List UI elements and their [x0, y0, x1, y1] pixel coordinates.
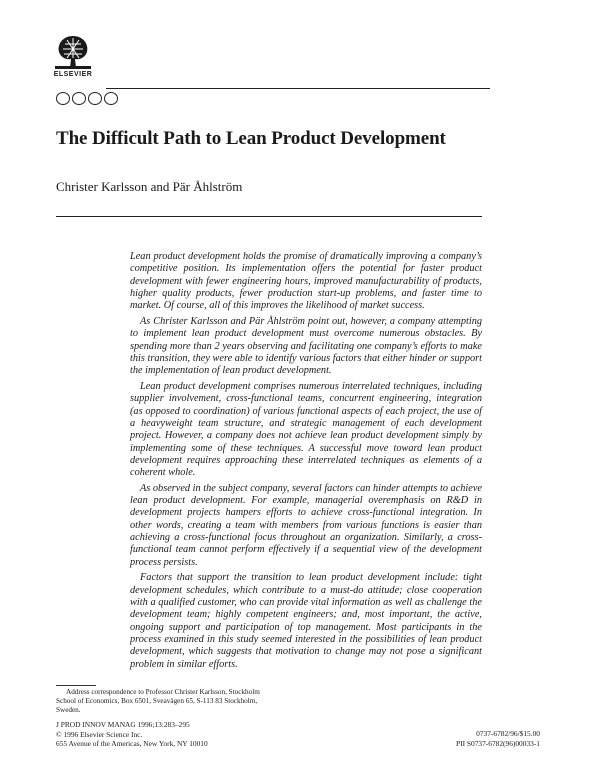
header-rule	[106, 88, 490, 89]
circle-ornament	[88, 92, 102, 105]
title-rule	[56, 216, 482, 217]
journal-circles	[56, 92, 118, 105]
elsevier-logo	[50, 32, 96, 78]
circle-ornament	[72, 92, 86, 105]
abstract	[130, 251, 482, 674]
correspondence-footnote	[56, 688, 276, 715]
article-title: The Difficult Path to Lean Product Development	[56, 128, 446, 149]
elsevier-tree-icon	[53, 32, 93, 70]
issn-code: 0737-6782/96/$15.00	[476, 729, 540, 738]
footnote-text: Address correspondence to Professor Christer Karlsson, Stockholm School of Economics, Box 6501, Sveavägen 65, S-113 83 Stockholm, Sweden.	[56, 688, 260, 714]
abstract-paragraph: Lean product development holds the promise of dramatically improving a company’s competitive position. Its implementation offers the potential for faster product development with fewer engineering hours, improved manufacturability of products, higher quality products, fewer production start-up problems, and faster time to market. Of course, all of this improves the likelihood of market success.	[130, 251, 482, 312]
journal-citation: J PROD INNOV MANAG 1996;13:283–295	[56, 720, 190, 729]
publication-info	[56, 720, 296, 749]
abstract-paragraph: Factors that support the transition to lean product development include: tight development schedules, which contribute to a must-do attitude; close cooperation with a qualified customer, who can provide vital information as well as challenge the development team; highly competent engineers; and, most important, the active, ongoing support and participation of top management. Most participants in the process examined in this study seemed interested in the possibilities of lean product development, which suggests that motivation to change may not pose a significant problem in similar efforts.	[130, 572, 482, 670]
article-authors: Christer Karlsson and Pär Åhlström	[56, 179, 243, 194]
footnote-rule	[56, 685, 96, 686]
publisher-name: ELSEVIER	[53, 71, 93, 78]
article-codes	[456, 729, 540, 748]
abstract-paragraph: Lean product development comprises numerous interrelated techniques, including supplier involvement, cross-functional teams, concurrent engineering, integration (as opposed to coordination) of various functional aspects of each project, the use of a heavyweight team structure, and strategic management of each development project. However, a company does not achieve lean product development simply by implementing some of these techniques. A successful move toward lean product development requires approaching these interrelated techniques as elements of a coherent whole.	[130, 380, 482, 479]
circle-ornament	[56, 92, 70, 105]
abstract-paragraph: As Christer Karlsson and Pär Åhlström point out, however, a company attempting to implement lean product development must overcome numerous obstacles. By spending more than 2 years observing and facilitating one company’s efforts to make this transition, they were able to identify various factors that either hinder or support the implementation of lean product development.	[130, 315, 482, 377]
copyright-line: © 1996 Elsevier Science Inc.	[56, 729, 143, 739]
circle-ornament	[104, 92, 118, 105]
publisher-address: 655 Avenue of the Americas, New York, NY 10010	[56, 739, 208, 748]
abstract-paragraph: As observed in the subject company, several factors can hinder attempts to achieve lean product development. For example, managerial overemphasis on R&D in development projects hampers efforts to achieve cross-functional integration. In other words, creating a team with members from various functions is easier than achieving a cross-functional focus throughout an organization. Similarly, a cross-functional team cannot perform effectively if a sequential view of the development process persists.	[130, 482, 482, 568]
pii-code: PII S0737-6782(96)00033-1	[456, 738, 540, 748]
